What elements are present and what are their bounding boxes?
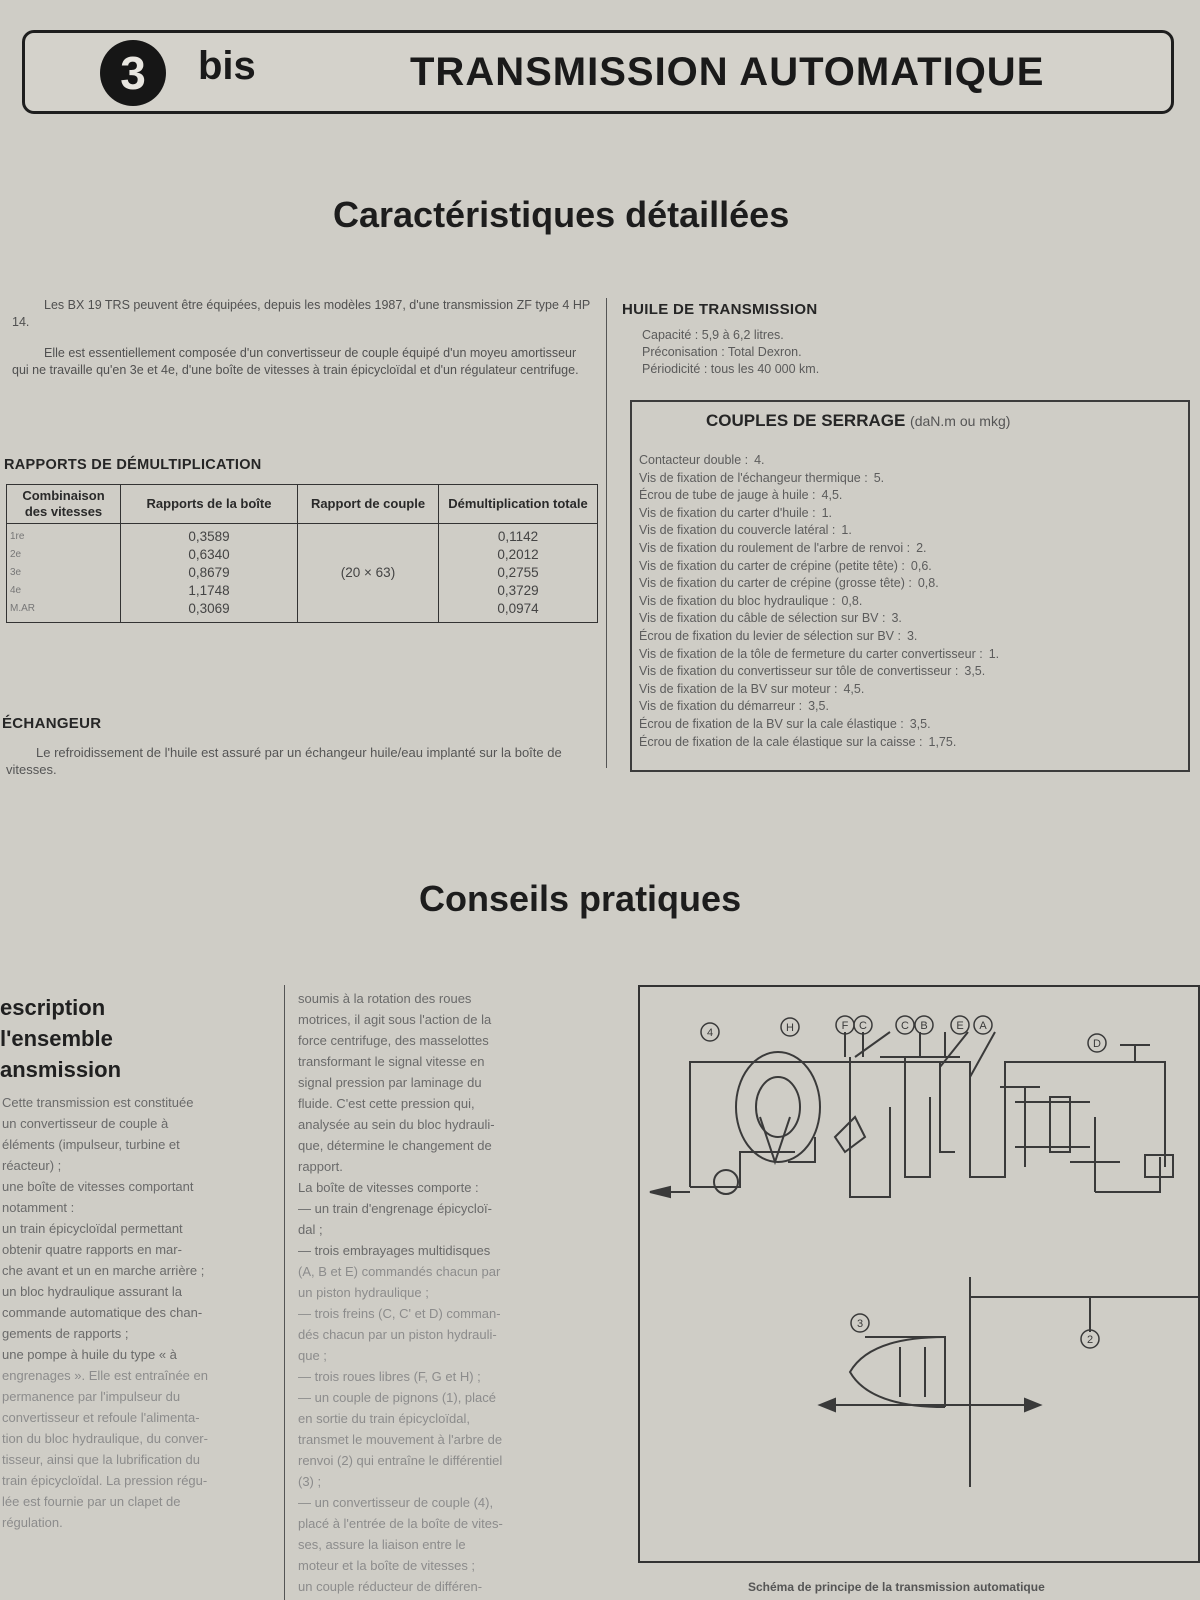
svg-text:D: D <box>1093 1038 1101 1050</box>
description-line: réacteur) ; <box>2 1158 62 1173</box>
torque-item-label: Vis de fixation du carter de crépine (grosse tête) : <box>639 576 912 591</box>
torque-item-label: Vis de fixation du carter de crépine (petite tête) : <box>639 558 905 573</box>
description-line: transformant le signal vitesse en <box>298 1054 485 1069</box>
torque-item <box>639 698 1187 716</box>
svg-text:2: 2 <box>1086 1334 1094 1346</box>
description-title-line: escription <box>0 995 106 1020</box>
torque-item <box>639 646 1187 664</box>
description-title-line: l'ensemble <box>0 1026 113 1051</box>
description-line: une pompe à huile du type « à <box>2 1347 177 1362</box>
description-line: force centrifuge, des masselottes <box>298 1033 489 1048</box>
gear-label: 3e <box>10 567 22 578</box>
torque-item-value: 5. <box>873 470 885 485</box>
torque-item-label: Vis de fixation de la tôle de fermeture du carter convertisseur : <box>639 646 983 661</box>
description-line: un convertisseur de couple à <box>2 1116 169 1131</box>
description-line: en sortie du train épicycloïdal, <box>298 1411 470 1426</box>
description-line: — un convertisseur de couple (4), <box>298 1495 494 1510</box>
torque-item <box>639 628 1187 646</box>
torque-item <box>639 610 1187 628</box>
description-line: gements de rapports ; <box>2 1326 129 1341</box>
description-line: ses, assure la liaison entre le <box>298 1537 466 1552</box>
description-line: motrices, il agit sous l'action de la <box>298 1012 492 1027</box>
torque-item-value: 0,6. <box>910 558 932 573</box>
table-cell: 0,2012 <box>497 547 539 562</box>
description-line: un bloc hydraulique assurant la <box>2 1284 182 1299</box>
description-line: commande automatique des chan- <box>2 1305 203 1320</box>
description-line: che avant et un en marche arrière ; <box>2 1263 205 1278</box>
huile-capacite: Capacité : 5,9 à 6,2 litres. <box>642 328 784 342</box>
torque-item-value: 3,5. <box>808 699 829 714</box>
description-line: éléments (impulseur, turbine et <box>2 1137 180 1152</box>
description-line: régulation. <box>2 1515 63 1530</box>
description-line: — trois freins (C, C' et D) comman- <box>298 1306 501 1321</box>
torque-item-label: Écrou de fixation de la cale élastique sur la caisse : <box>639 734 923 749</box>
description-line: Cette transmission est constituée <box>2 1095 194 1110</box>
rapports-boite-values <box>121 524 298 623</box>
torque-list <box>639 452 1187 751</box>
torque-item-label: Vis de fixation du roulement de l'arbre de renvoi : <box>639 540 911 555</box>
diagram-label-h <box>781 1018 799 1036</box>
table-cell: 0,8679 <box>188 565 230 580</box>
description-line: train épicycloïdal. La pression régu- <box>2 1473 208 1488</box>
description-line: un piston hydraulique ; <box>298 1285 429 1300</box>
description-title <box>0 992 121 1085</box>
gear-label: 1re <box>10 531 25 542</box>
torque-item-value: 1,75. <box>928 734 957 749</box>
torque-item <box>639 487 1187 505</box>
description-line: un couple réducteur de différen- <box>298 1579 483 1594</box>
huile-periodicite: Périodicité : tous les 40 000 km. <box>642 362 820 376</box>
echangeur-text: Le refroidissement de l'huile est assuré par un échangeur huile/eau implanté sur la boîte de vitesses. <box>6 745 562 777</box>
torque-item-label: Écrou de tube de jauge à huile : <box>639 488 816 503</box>
torque-item-label: Écrou de fixation du levier de sélection sur BV : <box>639 628 901 643</box>
torque-item <box>639 734 1187 752</box>
torque-item-label: Vis de fixation de l'échangeur thermique : <box>639 470 868 485</box>
ratios-header-row <box>7 485 598 524</box>
huile-preconisation: Préconisation : Total Dexron. <box>642 345 802 359</box>
column-divider-2 <box>284 985 285 1600</box>
svg-text:H: H <box>786 1022 794 1034</box>
ratios-table <box>6 484 598 623</box>
torque-item <box>639 470 1187 488</box>
table-cell: 0,3069 <box>188 601 230 616</box>
table-cell: 0,3589 <box>188 529 230 544</box>
diagram-label-f <box>836 1016 854 1034</box>
column-divider <box>606 298 607 768</box>
gear-label: M.AR <box>10 603 35 614</box>
svg-text:A: A <box>979 1020 987 1032</box>
torque-title-text: COUPLES DE SERRAGE <box>706 411 906 430</box>
gear-label: 2e <box>10 549 22 560</box>
echangeur-title: ÉCHANGEUR <box>2 715 102 732</box>
diagram-label-a <box>974 1016 992 1034</box>
description-line: La boîte de vitesses comporte : <box>298 1180 479 1195</box>
intro-paragraph-2: Elle est essentiellement composée d'un convertisseur de couple équipé d'un moyeu amortisseur qui ne travaille qu'en 3e et 4e, d'une boîte de vitesses à train épicycloïdal et d'un régulateur centrifuge. <box>12 346 579 377</box>
torque-item <box>639 681 1187 699</box>
torque-item-value: 4,5. <box>821 488 843 503</box>
diagram-label-e <box>951 1016 969 1034</box>
description-line: notamment : <box>2 1200 75 1215</box>
section-title-caracteristiques: Caractéristiques détaillées <box>333 194 790 235</box>
demultiplication-values <box>439 524 598 623</box>
description-line: placé à l'entrée de la boîte de vites- <box>298 1516 503 1531</box>
description-title-line: ansmission <box>0 1057 122 1082</box>
torque-item-label: Vis de fixation de la BV sur moteur : <box>639 681 838 696</box>
transmission-schematic <box>640 987 1198 1561</box>
description-line: — un couple de pignons (1), placé <box>298 1390 497 1405</box>
gear-labels <box>7 524 121 623</box>
torque-item-value: 0,8. <box>917 576 939 591</box>
description-line: convertisseur et refoule l'alimenta- <box>2 1410 200 1425</box>
description-line: analysée au sein du bloc hydrauli- <box>298 1117 495 1132</box>
description-line: renvoi (2) qui entraîne le différentiel <box>298 1453 503 1468</box>
torque-item-label: Vis de fixation du câble de sélection sur BV : <box>639 611 886 626</box>
svg-text:C: C <box>901 1020 909 1032</box>
intro-text <box>12 297 594 379</box>
torque-item <box>639 452 1187 470</box>
description-line: un train épicycloïdal permettant <box>2 1221 183 1236</box>
svg-text:E: E <box>956 1020 964 1032</box>
torque-item <box>639 663 1187 681</box>
svg-text:4: 4 <box>706 1027 714 1039</box>
description-line: moteur et la boîte de vitesses ; <box>298 1558 476 1573</box>
diagram-label-c2 <box>896 1016 914 1034</box>
description-line: fluide. C'est cette pression qui, <box>298 1096 475 1111</box>
intro-paragraph-1: Les BX 19 TRS peuvent être équipées, depuis les modèles 1987, d'une transmission ZF type 4 HP 14. <box>12 298 590 329</box>
torque-item <box>639 522 1187 540</box>
rapports-title: RAPPORTS DE DÉMULTIPLICATION <box>4 457 262 473</box>
description-line: que ; <box>298 1348 327 1363</box>
rapport-couple-value: (20 × 63) <box>298 524 439 623</box>
section-title-conseils: Conseils pratiques <box>419 878 742 919</box>
torque-item-label: Contacteur double : <box>639 453 749 467</box>
description-line: permanence par l'impulseur du <box>2 1389 181 1404</box>
torque-item-value: 4,5. <box>843 681 865 696</box>
torque-item <box>639 575 1187 593</box>
torque-title <box>706 411 1010 431</box>
table-cell: 0,0974 <box>497 601 539 616</box>
description-line: — un train d'engrenage épicycloï- <box>298 1201 492 1216</box>
table-cell: 1,1748 <box>188 583 230 598</box>
torque-item <box>639 716 1187 734</box>
description-line: tion du bloc hydraulique, du conver- <box>2 1431 208 1446</box>
table-cell: 0,1142 <box>497 529 539 544</box>
description-column-2 <box>298 988 604 1597</box>
torque-item-label: Écrou de fixation de la BV sur la cale élastique : <box>639 716 904 731</box>
description-line: que, détermine le changement de <box>298 1138 492 1153</box>
diagram-label-c1 <box>854 1016 872 1034</box>
description-line: — trois roues libres (F, G et H) ; <box>298 1369 481 1384</box>
description-line: (A, B et E) commandés chacun par <box>298 1264 501 1279</box>
description-line: dal ; <box>298 1222 323 1237</box>
svg-text:C: C <box>859 1020 867 1032</box>
header-rapports-boite: Rapports de la boîte <box>121 485 298 524</box>
torque-item-value: 1. <box>821 505 832 520</box>
torque-item <box>639 558 1187 576</box>
table-cell: 0,3729 <box>497 583 539 598</box>
diagram-label-3 <box>851 1314 869 1332</box>
header-combinaison: Combinaison des vitesses <box>7 485 121 524</box>
torque-item-value: 3. <box>891 611 902 626</box>
torque-item-value: 4. <box>754 453 765 467</box>
huile-title: HUILE DE TRANSMISSION <box>622 301 818 318</box>
torque-item <box>639 593 1187 611</box>
diagram-caption: Schéma de principe de la transmission automatique <box>748 1580 1045 1594</box>
torque-item-value: 0,8. <box>841 593 863 608</box>
torque-item-value: 1. <box>988 646 1000 661</box>
header-demultiplication: Démultiplication totale <box>439 485 598 524</box>
torque-item-label: Vis de fixation du carter d'huile : <box>639 505 816 520</box>
table-cell: 0,2755 <box>497 565 539 580</box>
diagram-label-4 <box>701 1023 719 1041</box>
svg-text:F: F <box>841 1020 849 1032</box>
description-line: une boîte de vitesses comportant <box>2 1179 194 1194</box>
table-cell: 0,6340 <box>188 547 230 562</box>
description-line: tisseur, ainsi que la lubrification du <box>2 1452 201 1467</box>
svg-text:B: B <box>920 1020 928 1032</box>
torque-unit: (daN.m ou mkg) <box>910 413 1011 429</box>
torque-item-value: 1. <box>841 523 852 538</box>
description-line: rapport. <box>298 1159 343 1174</box>
diagram-label-d <box>1088 1034 1106 1052</box>
description-line: engrenages ». Elle est entraînée en <box>2 1368 208 1383</box>
torque-item <box>639 505 1187 523</box>
huile-list <box>642 327 819 378</box>
torque-item-label: Vis de fixation du couvercle latéral : <box>639 523 836 538</box>
description-line: lée est fournie par un clapet de <box>2 1494 181 1509</box>
torque-item-label: Vis de fixation du démarreur : <box>639 699 803 714</box>
gear-label: 4e <box>10 585 22 596</box>
diagram-label-b <box>915 1016 933 1034</box>
chapter-number-badge: 3 <box>100 40 166 106</box>
chapter-suffix: bis <box>198 44 256 88</box>
torque-item-label: Vis de fixation du convertisseur sur tôle de convertisseur : <box>639 664 959 679</box>
torque-item <box>639 540 1187 558</box>
header-rapport-couple: Rapport de couple <box>298 485 439 524</box>
description-line: signal pression par laminage du <box>298 1075 482 1090</box>
description-column-1 <box>2 1092 270 1533</box>
torque-item-value: 2. <box>916 540 927 555</box>
ratios-body-row <box>7 524 598 623</box>
description-line: obtenir quatre rapports en mar- <box>2 1242 182 1257</box>
description-line: — trois embrayages multidisques <box>298 1243 491 1258</box>
svg-text:3: 3 <box>856 1318 864 1330</box>
chapter-title: TRANSMISSION AUTOMATIQUE <box>410 50 1045 94</box>
description-line: soumis à la rotation des roues <box>298 991 472 1006</box>
torque-item-value: 3,5. <box>909 716 931 731</box>
torque-item-value: 3. <box>906 628 918 643</box>
torque-item-label: Vis de fixation du bloc hydraulique : <box>639 593 836 608</box>
description-line: dés chacun par un piston hydrauli- <box>298 1327 497 1342</box>
description-line: transmet le mouvement à l'arbre de <box>298 1432 503 1447</box>
torque-item-value: 3,5. <box>964 664 986 679</box>
diagram-label-2 <box>1081 1330 1099 1348</box>
description-line: (3) ; <box>298 1474 322 1489</box>
